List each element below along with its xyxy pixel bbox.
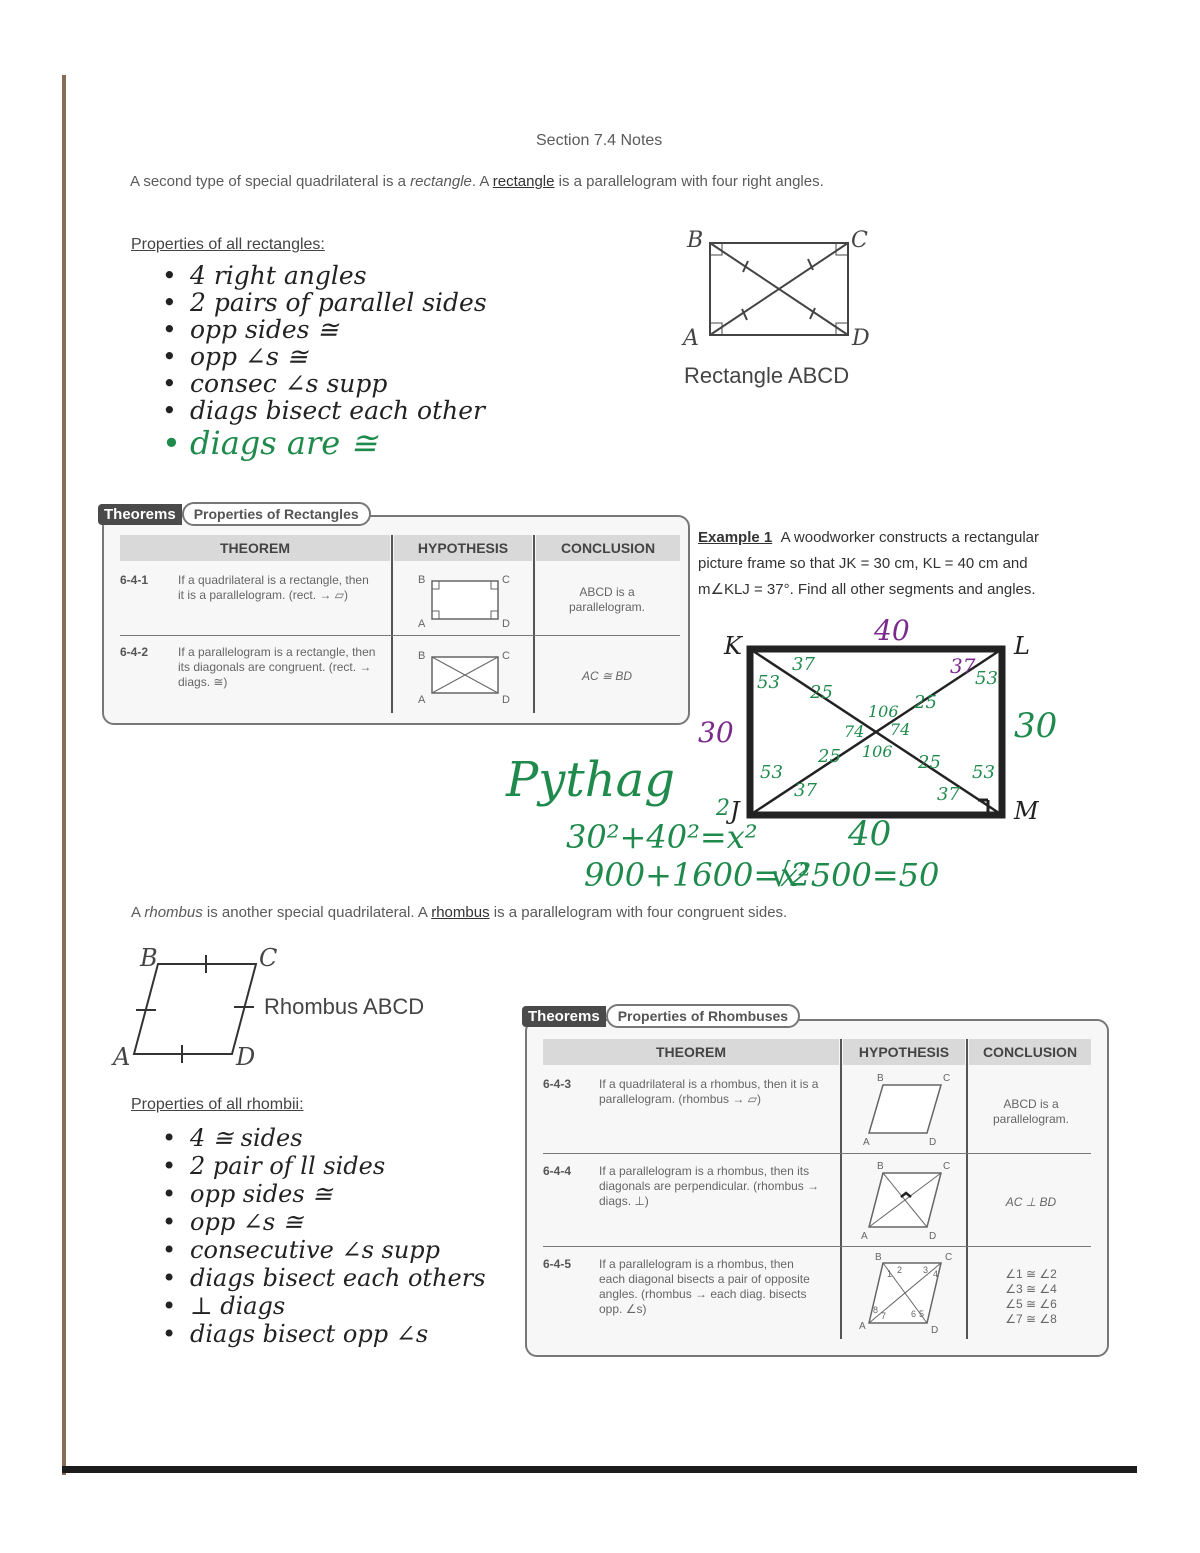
intro-suffix: is a parallelogram with four right angles. (554, 173, 824, 190)
angle-mark: 106 (862, 742, 893, 761)
theorem-conclusion: ABCD is a parallelogram. (992, 1097, 1070, 1126)
rhombus-intro-prefix: A (131, 904, 145, 921)
segment-mark: 25 (810, 682, 833, 703)
pythag-line-3: √2500=50 (770, 856, 940, 894)
rhombus-props-heading: Properties of all rhombii: (131, 1096, 304, 1113)
rhombus-label-d: D (236, 1043, 256, 1071)
side-label-jm: 40 (848, 814, 892, 854)
rhombus-intro-mid: is another special quadrilateral. A (202, 904, 432, 921)
picture-frame-diagram (700, 630, 1060, 830)
list-item: • diags are ≅ (162, 424, 487, 462)
intro-term: rectangle (492, 173, 555, 190)
angle-mark: 37 (937, 784, 960, 805)
angle-mark: 53 (972, 762, 995, 783)
rhombus-label-a: A (113, 1043, 131, 1071)
example-label: Example 1 (698, 529, 773, 546)
theorem-text: If a parallelogram is a rhombus, then its diagonals are perpendicular. (rhombus → diags. ⊥) (599, 1164, 820, 1208)
theorem-number: 6-4-4 (543, 1164, 572, 1178)
header-theorem: THEOREM (543, 1039, 839, 1065)
fig-label-c: C (502, 650, 510, 662)
angle-mark: 37 (792, 654, 815, 675)
angle-mark: 37 (794, 780, 817, 801)
fig-label-d: D (931, 1325, 939, 1335)
theorem-conclusion: AC ⊥ BD (1005, 1195, 1057, 1209)
theorem-number: 6-4-3 (543, 1077, 572, 1091)
rect-label-a: A (683, 326, 699, 351)
pythag-line-1: 30²+40²=x² (566, 818, 758, 856)
svg-text:8: 8 (873, 1305, 879, 1315)
angle-mark: 53 (760, 762, 783, 783)
header-hypothesis: HYPOTHESIS (394, 535, 532, 561)
list-item: • consec ∠s supp (162, 370, 487, 397)
svg-text:6: 6 (911, 1309, 917, 1319)
segment-mark: 25 (914, 692, 937, 713)
fig-label-c: C (943, 1073, 951, 1084)
angle-mark: 53 (975, 668, 998, 689)
tab-properties-of-rhombuses: Properties of Rhombuses (606, 1004, 800, 1028)
side-label-lm: 30 (1014, 706, 1058, 746)
rhombus-intro-term: rhombus (431, 904, 490, 921)
side-label-kl: 40 (874, 614, 910, 647)
list-item: • diags bisect opp ∠s (162, 1320, 486, 1348)
vertex-j: J (730, 797, 740, 825)
example-text: A woodworker constructs a rectangular picture frame so that JK = 30 cm, KL = 40 cm and m∠KLJ = 37°. Find all other segments and angles. (698, 529, 1040, 598)
list-item: • consecutive ∠s supp (162, 1236, 486, 1264)
angle-mark: 53 (757, 672, 780, 693)
rhombus-intro-italic: rhombus (144, 904, 203, 921)
rect-theorems-table (102, 515, 690, 725)
fig-label-b: B (875, 1252, 882, 1263)
side-label-jk: 30 (698, 716, 734, 749)
fig-label-c: C (943, 1161, 951, 1172)
hypothesis-perpendicular-diagonals-figure (849, 1159, 961, 1241)
svg-text:7: 7 (881, 1311, 887, 1321)
fig-label-d: D (929, 1137, 937, 1148)
theorem-number: 6-4-2 (120, 645, 149, 659)
segment-mark: 25 (818, 746, 841, 767)
theorem-number: 6-4-1 (120, 573, 149, 587)
theorem-number: 6-4-5 (543, 1257, 572, 1271)
rhombus-label-b: B (140, 944, 158, 972)
page-edge-bottom (62, 1466, 1137, 1473)
hypothesis-rectangle-figure (416, 571, 516, 627)
hypothesis-angle-bisector-figure (849, 1251, 961, 1335)
rhombus-theorems-tab (522, 1004, 800, 1028)
list-item: • opp sides ≅ (162, 1180, 486, 1208)
rect-label-b: B (687, 228, 704, 253)
angle-mark: 74 (844, 722, 865, 741)
rectangle-abcd-diagram (680, 225, 880, 355)
rhombus-props-list (162, 1124, 486, 1348)
header-conclusion: CONCLUSION (536, 535, 680, 561)
rect-theorems-tab (98, 502, 371, 526)
list-item: • diags bisect each other (162, 397, 487, 424)
svg-text:1: 1 (887, 1269, 893, 1279)
vertex-l: L (1014, 632, 1030, 660)
tab-theorems: Theorems (522, 1006, 606, 1027)
svg-text:5: 5 (919, 1309, 925, 1319)
fig-label-d: D (502, 618, 510, 627)
list-item: • 4 right angles (162, 262, 487, 289)
angle-mark-l: 37 (950, 654, 976, 678)
header-conclusion: CONCLUSION (969, 1039, 1091, 1065)
list-item: • opp sides ≅ (162, 316, 487, 343)
theorem-conclusion: ∠1 ≅ ∠2 ∠3 ≅ ∠4 ∠5 ≅ ∠6 ∠7 ≅ ∠8 (1005, 1267, 1057, 1326)
list-item: • opp ∠s ≅ (162, 343, 487, 370)
fig-label-b: B (418, 650, 426, 662)
theorem-conclusion: ABCD is a parallelogram. (568, 585, 646, 614)
vertex-m: M (1014, 797, 1039, 825)
theorem-conclusion: AC ≅ BD (581, 669, 633, 683)
svg-text:3: 3 (923, 1265, 929, 1275)
fig-label-d: D (502, 694, 510, 703)
example-1 (698, 525, 1078, 603)
rhombus-intro-suffix: is a parallelogram with four congruent sides. (489, 904, 788, 921)
intro-mid: . A (471, 173, 493, 190)
fig-label-a: A (418, 694, 426, 703)
tab-theorems: Theorems (98, 504, 182, 525)
rect-label-d: D (852, 326, 870, 351)
page-edge-left (62, 75, 66, 1475)
j-prefix-mark: 2 (716, 796, 730, 821)
rhombus-caption: Rhombus ABCD (264, 994, 425, 1019)
list-item: • diags bisect each others (162, 1264, 486, 1292)
theorem-text: If a parallelogram is a rectangle, then its diagonals are congruent. (rect. → diags. ≅) (178, 645, 376, 689)
theorem-text: If a quadrilateral is a rhombus, then it is a parallelogram. (rhombus → ▱) (599, 1077, 819, 1106)
rhombus-theorems-table (525, 1019, 1109, 1357)
intro-italic: rectangle (410, 173, 472, 190)
tab-properties-of-rectangles: Properties of Rectangles (182, 502, 371, 526)
rect-props-heading: Properties of all rectangles: (131, 236, 325, 253)
fig-label-b: B (877, 1161, 884, 1172)
intro-prefix: A second type of special quadrilateral is a (130, 173, 411, 190)
fig-label-a: A (418, 618, 426, 627)
hypothesis-rhombus-figure (849, 1071, 961, 1149)
fig-label-a: A (861, 1231, 868, 1241)
segment-mark: 25 (918, 752, 941, 773)
angle-mark: 74 (890, 720, 911, 739)
theorem-text: If a parallelogram is a rhombus, then each diagonal bisects a pair of opposite angles. (rhombus → each diag. bisects opp. ∠s) (599, 1257, 810, 1316)
fig-label-a: A (859, 1321, 866, 1332)
rhombus-label-c: C (259, 944, 278, 972)
svg-text:4: 4 (933, 1269, 939, 1279)
page-title: Section 7.4 Notes (536, 132, 663, 149)
rect-caption: Rectangle ABCD (684, 363, 850, 388)
vertex-k: K (724, 632, 742, 660)
rect-props-list (162, 262, 487, 462)
column-divider (966, 1039, 968, 1339)
header-theorem: THEOREM (120, 535, 390, 561)
svg-text:2: 2 (897, 1265, 903, 1275)
pythag-line-2: 900+1600=x² (584, 856, 812, 894)
fig-label-b: B (418, 574, 426, 586)
column-divider (533, 535, 535, 713)
rectangle-intro (130, 173, 824, 190)
column-divider (840, 1039, 842, 1339)
list-item: • ⊥ diags (162, 1292, 486, 1320)
list-item: • 2 pairs of parallel sides (162, 289, 487, 316)
fig-label-c: C (945, 1252, 953, 1263)
header-hypothesis: HYPOTHESIS (843, 1039, 965, 1065)
fig-label-d: D (929, 1231, 937, 1241)
list-item: • 2 pair of ll sides (162, 1152, 486, 1180)
angle-mark: 106 (868, 702, 899, 721)
fig-label-a: A (863, 1137, 870, 1148)
row-divider (543, 1153, 1091, 1154)
fig-label-b: B (877, 1073, 884, 1084)
rhombus-intro (131, 904, 787, 921)
row-divider (543, 1246, 1091, 1247)
theorem-text: If a quadrilateral is a rectangle, then it is a parallelogram. (rect. → ▱) (178, 573, 369, 602)
list-item: • 4 ≅ sides (162, 1124, 486, 1152)
fig-label-c: C (502, 574, 510, 586)
column-divider (391, 535, 393, 713)
pythag-label: Pythag (506, 752, 675, 808)
list-item: • opp ∠s ≅ (162, 1208, 486, 1236)
rect-label-c: C (851, 228, 868, 253)
row-divider (120, 635, 680, 636)
hypothesis-diagonals-figure (416, 647, 516, 703)
